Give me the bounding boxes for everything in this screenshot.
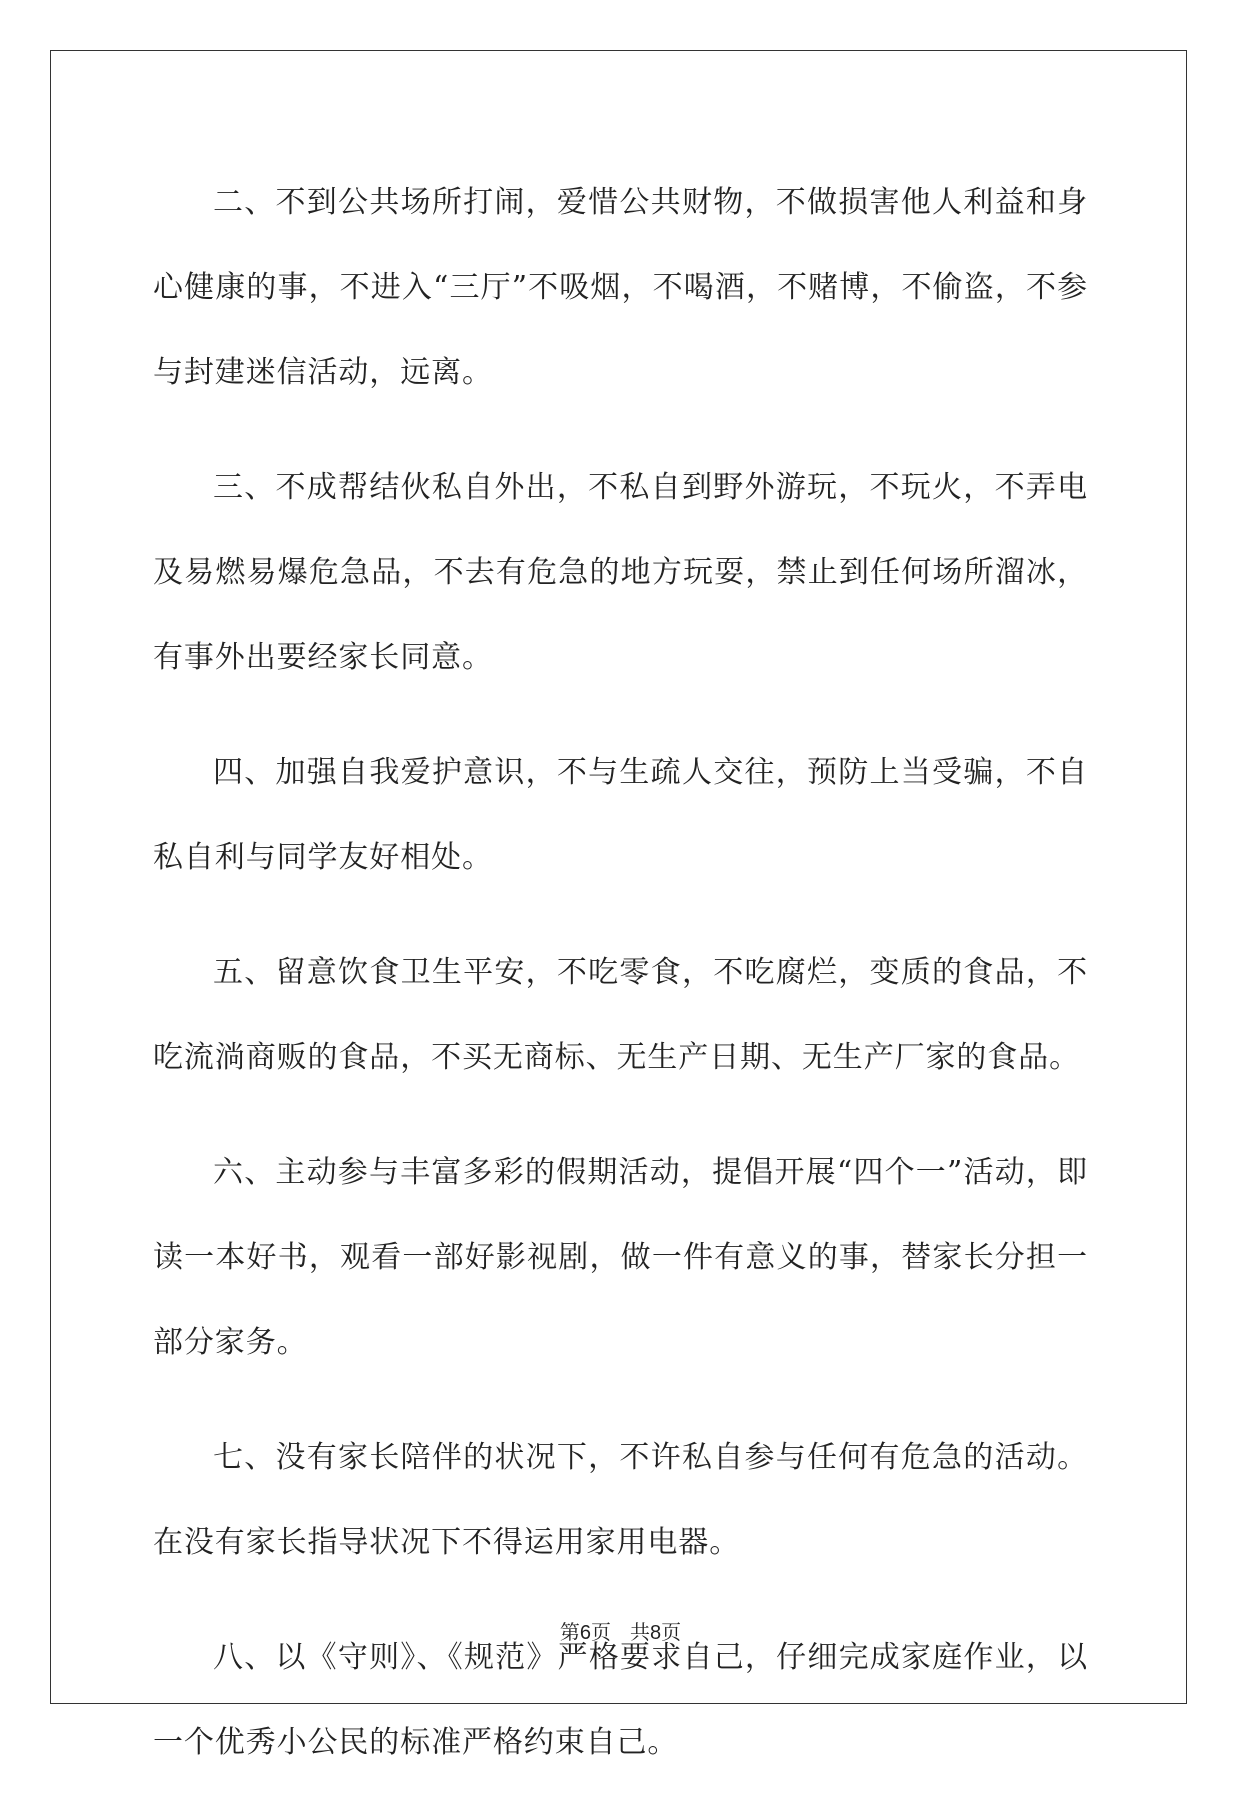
current-page-number: 6 xyxy=(579,1622,591,1644)
total-page-number: 8 xyxy=(650,1622,662,1644)
paragraph-8: 八、以《守则》、《规范》严格要求自己，仔细完成家庭作业，以一个优秀小公民的标准严格约束自己。 xyxy=(153,1640,1088,1760)
document-body xyxy=(153,160,1088,1815)
paragraph-2: 二、不到公共场所打闹，爱惜公共财物，不做损害他人利益和身心健康的事，不进入“三厅”不吸烟，不喝酒，不赌博，不偷盗，不参与封建迷信活动，远离。 xyxy=(153,185,1088,390)
paragraph-6: 六、主动参与丰富多彩的假期活动，提倡开展“四个一”活动，即读一本好书，观看一部好影视剧，做一件有意义的事，替家长分担一部分家务。 xyxy=(153,1155,1088,1360)
page-suffix: 页 xyxy=(590,1620,611,1644)
total-suffix: 页 xyxy=(661,1620,682,1644)
total-prefix: 共 xyxy=(630,1620,651,1644)
paragraph-7: 七、没有家长陪伴的状况下，不许私自参与任何有危急的活动。在没有家长指导状况下不得运用家用电器。 xyxy=(153,1440,1088,1560)
paragraph-4: 四、加强自我爱护意识，不与生疏人交往，预防上当受骗，不自私自利与同学友好相处。 xyxy=(153,755,1088,875)
paragraph-3: 三、不成帮结伙私自外出，不私自到野外游玩，不玩火，不弄电及易燃易爆危急品，不去有危急的地方玩耍，禁止到任何场所溜冰，有事外出要经家长同意。 xyxy=(153,470,1088,675)
paragraph-5: 五、留意饮食卫生平安，不吃零食，不吃腐烂，变质的食品，不吃流淌商贩的食品，不买无商标、无生产日期、无生产厂家的食品。 xyxy=(153,955,1088,1075)
page-footer xyxy=(0,1616,1241,1645)
page-prefix: 第 xyxy=(559,1620,580,1644)
